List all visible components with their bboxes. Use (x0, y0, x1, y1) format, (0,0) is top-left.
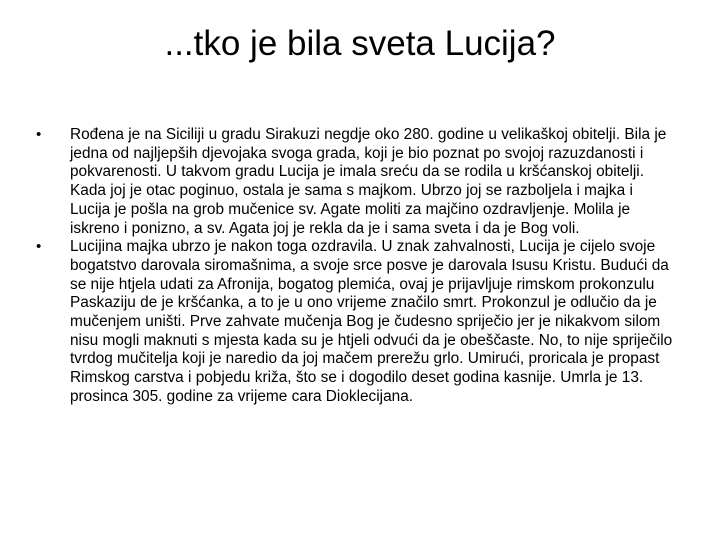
bullet-list (36, 126, 676, 407)
bullet-text: Rođena je na Siciliji u gradu Sirakuzi negdje oko 280. godine u velikaškoj obitelji. Bila je jedna od najljepših djevojaka svoga grada, koji je bio poznat po svojoj razuzdanosti i pokvarenosti. U takvom gradu Lucija je imala sreću da se rodila u kršćanskoj obitelji. Kada joj je otac poginuo, ostala je sama s majkom. Ubrzo joj se razboljela i majka i Lucija je pošla na grob mučenice sv. Agate moliti za majčino ozdravljenje. Molila je iskreno i ponizno, a sv. Agata joj je rekla da je i sama sveta i da je Bog voli. (70, 126, 667, 237)
bullet-item-martyrdom (36, 238, 676, 406)
bullet-icon: • (36, 238, 42, 256)
bullet-item-birth (36, 126, 676, 238)
bullet-icon: • (36, 126, 42, 143)
slide-title: ...tko je bila sveta Lucija? (164, 24, 556, 63)
bullet-text: Lucijina majka ubrzo je nakon toga ozdravila. U znak zahvalnosti, Lucija je cijelo svoje bogatstvo darovala siromašnima, a svoje srce posve je darovala Isusu Kristu. Budući da se nije htjela udati za Afronija, bogatog plemića, ovaj je prijavljuje rimskom prokonzulu Paskaziju de je kršćanka, a to je u ono vrijeme značilo smrt. Prokonzul je odlučio da je mučenjem uništi. Prve zahvate mučenja Bog je čudesno spriječio jer je nikakvom silom nisu mogli maknuti s mjesta kada su je htjeli odvući da je obeščaste. No, to nije spriječilo tvrdog mučitelja koji je naredio da joj mačem prerežu grlo. Umirući, proricala je propast Rimskog carstva i pobjedu križa, što se i dogodilo deset godina kasnije. Umrla je 13. prosinca 305. godine za vrijeme cara Dioklecijana. (70, 238, 673, 405)
